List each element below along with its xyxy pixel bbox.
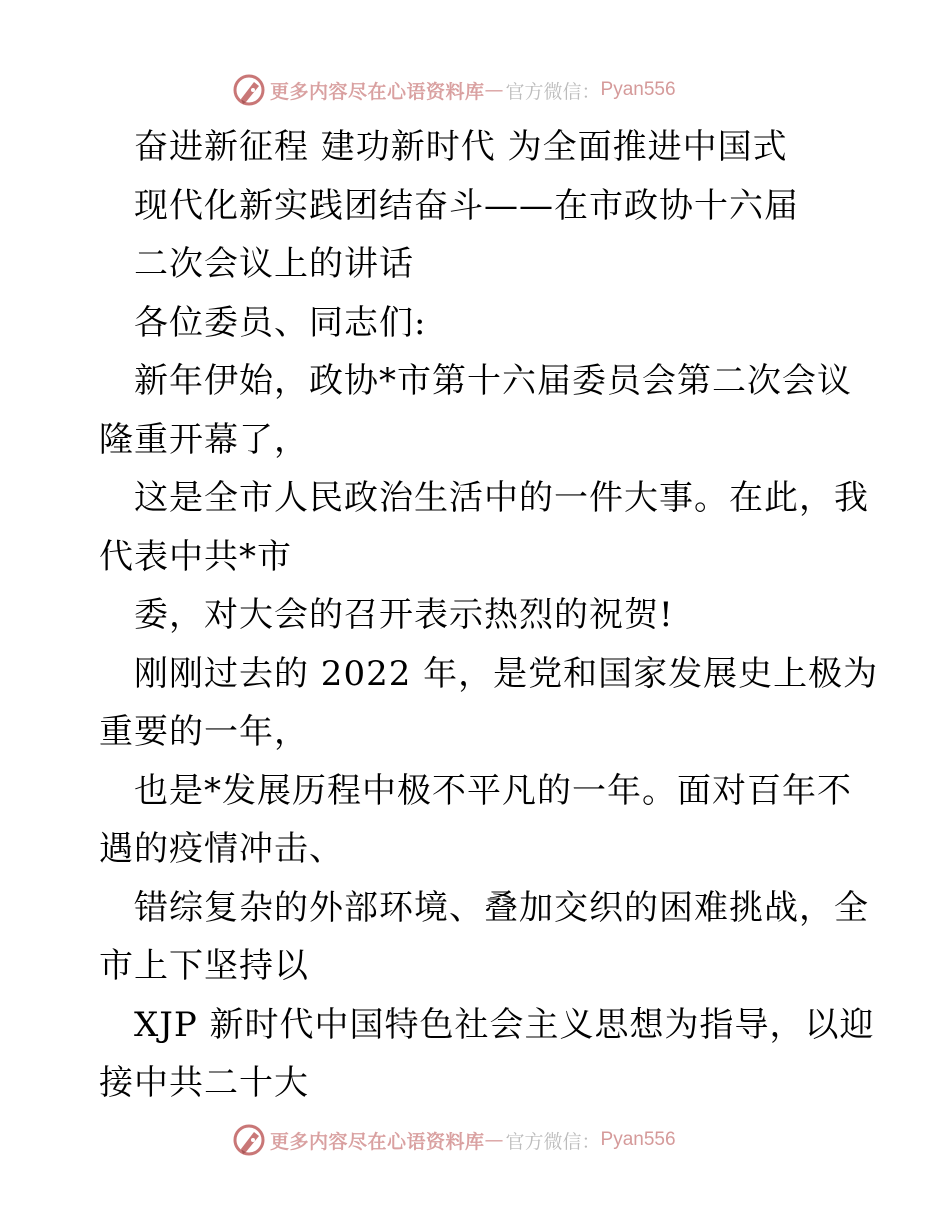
title-line-1: 奋进新征程 建功新时代 为全面推进中国式 (134, 127, 788, 167)
banner-wechat-id: Pyan556 (600, 79, 676, 100)
banner-dash: — (484, 79, 504, 101)
body-line: 市上下坚持以 (99, 946, 309, 986)
header-watermark-banner (232, 72, 712, 108)
banner-promo-text: 更多内容尽在心语资料库 (270, 1130, 485, 1153)
banner-wechat-label: 官方微信： (505, 1130, 601, 1153)
body-line: 遇的疫情冲击、 (99, 829, 344, 869)
banner-promo-text: 更多内容尽在心语资料库 (270, 80, 485, 103)
body-line: 错综复杂的外部环境、叠加交织的困难挑战，全 (134, 888, 869, 928)
body-line: 刚刚过去的 2022 年，是党和国家发展史上极为 (134, 654, 879, 694)
title-line-2: 现代化新实践团结奋斗——在市政协十六届 (134, 186, 799, 226)
pen-logo-icon (232, 1123, 266, 1157)
title-line-3: 二次会议上的讲话 (134, 244, 414, 284)
banner-wechat-label: 官方微信： (505, 80, 601, 103)
body-line: 新年伊始，政协*市第十六届委员会第二次会议 (134, 361, 852, 401)
salutation: 各位委员、同志们: (134, 303, 427, 343)
banner-dash: — (484, 1129, 504, 1151)
body-line: 这是全市人民政治生活中的一件大事。在此，我 (134, 478, 869, 518)
body-line: 接中共二十大 (99, 1063, 309, 1103)
banner-wechat-id: Pyan556 (600, 1129, 676, 1150)
pen-logo-icon (232, 73, 266, 107)
body-line: XJP 新时代中国特色社会主义思想为指导，以迎 (134, 1005, 875, 1045)
body-line: 隆重开幕了， (99, 420, 309, 460)
footer-watermark-banner (232, 1122, 712, 1158)
body-line: 委，对大会的召开表示热烈的祝贺! (134, 595, 674, 635)
body-line: 重要的一年， (99, 712, 309, 752)
body-line: 也是*发展历程中极不平凡的一年。面对百年不 (134, 771, 852, 811)
body-line: 代表中共*市 (99, 537, 292, 577)
